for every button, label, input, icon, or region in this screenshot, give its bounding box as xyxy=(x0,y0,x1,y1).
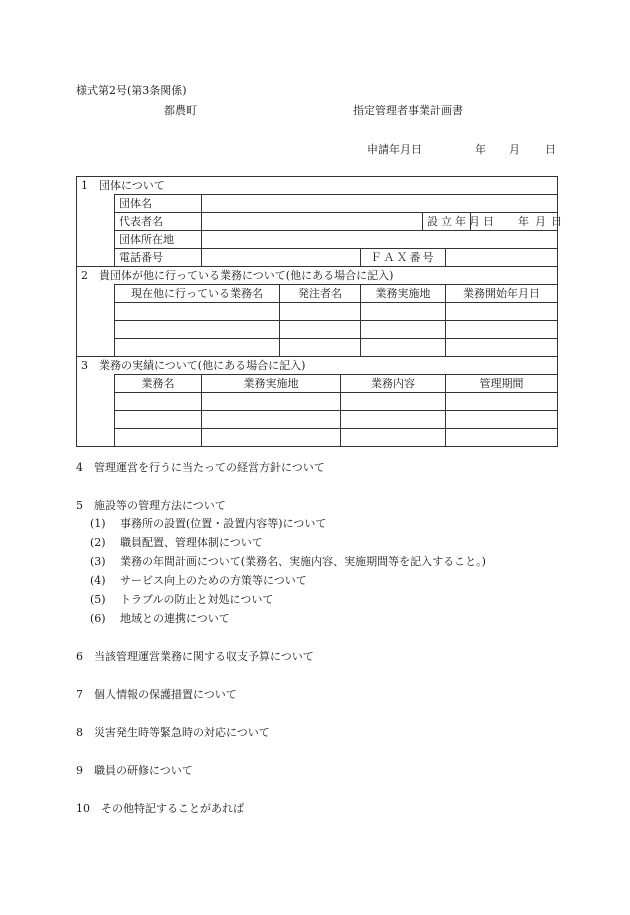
table-row xyxy=(77,321,558,339)
section2-header-row xyxy=(77,285,558,303)
established-field[interactable] xyxy=(471,213,562,231)
list-item: (4) サービス向上のための方策等について xyxy=(90,574,307,587)
fax-field[interactable] xyxy=(446,249,558,267)
document-title: 指定管理者事業計画書 xyxy=(353,104,463,117)
phone-label: 電話番号 xyxy=(115,249,202,267)
phone-row xyxy=(77,249,558,267)
date-day: 日 xyxy=(545,143,556,156)
list-item: (2) 職員配置、管理体制について xyxy=(90,536,263,549)
form-number: 様式第2号(第3条関係) xyxy=(76,84,187,97)
table-row xyxy=(77,411,558,429)
town-name: 都農町 xyxy=(164,104,197,117)
s2-col-client: 発注者名 xyxy=(280,285,361,303)
section10-heading: 10 その他特記することがあれば xyxy=(76,802,244,815)
representative-field[interactable] xyxy=(202,213,423,231)
section4-heading: 4 管理運営を行うに当たっての経営方針について xyxy=(76,461,325,474)
date-month: 月 xyxy=(509,143,520,156)
s3-col-business: 業務名 xyxy=(115,375,202,393)
s2-col-location: 業務実施地 xyxy=(361,285,446,303)
representative-row xyxy=(77,213,558,231)
org-name-field[interactable] xyxy=(202,195,558,213)
section2-heading: 2 貴団体が他に行っている業務について(他にある場合に記入) xyxy=(77,267,558,285)
date-year: 年 xyxy=(475,143,486,156)
address-label: 団体所在地 xyxy=(115,231,202,249)
fax-label: ＦＡＸ番号 xyxy=(361,249,446,267)
representative-label: 代表者名 xyxy=(115,213,202,231)
s3-col-location: 業務実施地 xyxy=(202,375,341,393)
established-label: 設立年月日 xyxy=(423,213,471,231)
list-item: (5) トラブルの防止と対処について xyxy=(90,593,274,606)
s3-col-period: 管理期間 xyxy=(446,375,558,393)
section8-heading: 8 災害発生時等緊急時の対応について xyxy=(76,726,270,739)
list-item: (6) 地域との連携について xyxy=(90,612,230,625)
table-row xyxy=(77,339,558,357)
table-row xyxy=(77,303,558,321)
s2-col-start-date: 業務開始年月日 xyxy=(446,285,558,303)
org-name-label: 団体名 xyxy=(115,195,202,213)
list-item: (1) 事務所の設置(位置・設置内容等)について xyxy=(90,517,327,530)
address-row xyxy=(77,231,558,249)
section5-heading: 5 施設等の管理方法について xyxy=(76,499,226,512)
application-date-label: 申請年月日 xyxy=(367,143,422,156)
est-month: 月 xyxy=(535,214,546,228)
address-field[interactable] xyxy=(202,231,558,249)
application-form-table xyxy=(76,176,562,447)
section1-heading: 1 団体について xyxy=(77,177,558,195)
table-row xyxy=(77,429,558,447)
section1-heading-row xyxy=(77,177,558,195)
section6-heading: 6 当該管理運営業務に関する収支予算について xyxy=(76,650,314,663)
est-year: 年 xyxy=(518,214,529,228)
est-day: 日 xyxy=(551,214,562,228)
section3-heading-row xyxy=(77,357,558,375)
section3-header-row xyxy=(77,375,558,393)
phone-field[interactable] xyxy=(202,249,361,267)
s2-col-business: 現在他に行っている業務名 xyxy=(115,285,280,303)
s3-col-content: 業務内容 xyxy=(341,375,446,393)
table-row xyxy=(77,393,558,411)
section2-heading-row xyxy=(77,267,558,285)
section3-heading: 3 業務の実績について(他にある場合に記入) xyxy=(77,357,558,375)
list-item: (3) 業務の年間計画について(業務名、実施内容、実施期間等を記入すること。) xyxy=(90,555,486,568)
section9-heading: 9 職員の研修について xyxy=(76,764,193,777)
section7-heading: 7 個人情報の保護措置について xyxy=(76,688,237,701)
org-name-row xyxy=(77,195,558,213)
